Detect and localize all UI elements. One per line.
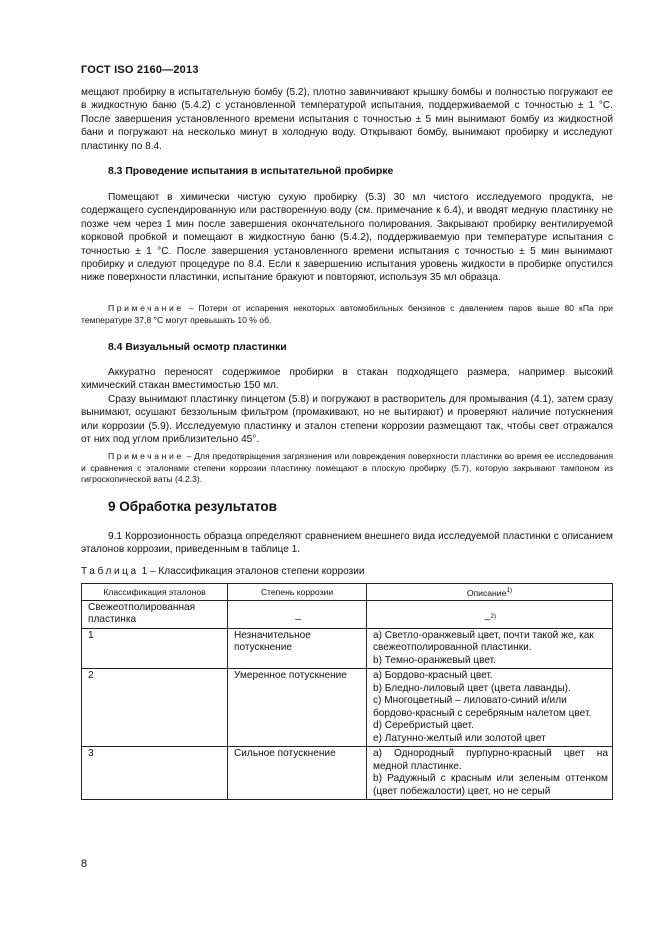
note-label: Примечание [108, 303, 184, 313]
header-classification: Классификация эталонов [82, 584, 228, 601]
section-8-4-paragraph-1: Аккуратно переносят содержимое пробирки в стакан подходящего размера, например высокий химический стакан вместимостью 150 мл. [81, 367, 613, 392]
section-8-3-paragraph: Помещают в химически чистую сухую пробирку (5.3) 30 мл чистого исследуемого продукта, не содержащего суспендированную или растворенную воду (см. примечание к 6.4), и вводят медную пластинку не позже чем через 1 мин после завершения окончательного полирования. Закрывают пробирку вентилируемой корковой пробкой и помещают в жидкостную баню (5.4.2), поддерживаемую при температуре испытания с точностью ± 1 °С. После завершения установленного времени испытания с точностью ± 5 мин вынимают пробирку и следуют процедуре по 8.4. Если к завершению испытания уровень жидкости в пробирке опустился ниже поверхности пластинки, испытание бракуют и повторяют, используя 35 мл образца. [81, 192, 613, 284]
table-row [82, 669, 613, 747]
table-row [82, 628, 613, 669]
table-row [82, 747, 613, 800]
document-header: ГОСТ ISO 2160—2013 [81, 64, 199, 76]
section-8-3-body [81, 191, 613, 285]
cell-description [367, 669, 613, 747]
note-text: – Для предотвращения загрязнения или повреждения поверхности пластинки во время ее исследования и сравнения с эталонами степени коррозии пластинку помещают в плоскую пробирку (5.7), которую закрывают тампоном из гигроскопической ваты (4.2.3). [81, 451, 613, 485]
description-line: d) Серебристый цвет. [373, 720, 474, 732]
description-line: b) Бледно-лиловый цвет (цвета лаванды). [373, 682, 571, 694]
section-8-3-note [81, 303, 613, 326]
description-line: a) Бордово-красный цвет. [373, 670, 493, 682]
note-8-4 [81, 451, 613, 486]
table-header-row [82, 584, 613, 601]
table-caption-text: 1 – Классификация эталонов степени коррозии [138, 566, 365, 577]
table-caption [81, 566, 365, 577]
cell-classification: 3 [82, 747, 228, 800]
header-description-text: Описание [466, 587, 507, 598]
description-line: a) Однородный пурпурно-красный цвет на медной пластинке. [373, 748, 608, 772]
section-9-paragraph: 9.1 Коррозионность образца определяют сравнением внешнего вида исследуемой пластинки с описанием эталонов коррозии, приведенным в таблице 1. [81, 531, 613, 556]
footnote-marker: 2) [490, 613, 497, 620]
description-line: a) Светло-оранжевый цвет, почти такой же, как свежеотполированной пластинки. [373, 629, 594, 654]
section-9-heading: 9 Обработка результатов [108, 499, 277, 514]
cell-degree: Сильное потускнение [228, 747, 367, 800]
description-line: b) Темно-оранжевый цвет. [373, 654, 496, 666]
table-row [82, 600, 613, 628]
section-9-body [81, 530, 613, 557]
header-degree: Степень коррозии [228, 584, 367, 601]
table-caption-label: Таблица [81, 566, 139, 577]
description-line: b) Радужный с красным или зеленым оттенком (цвет побежалости) цвет, но не серый [373, 773, 608, 797]
description-line: c) Многоцветный – лиловато-синий и/или бордово-красный с серебряным налетом цвет. [373, 695, 592, 719]
section-8-4-note [81, 451, 613, 486]
page-number: 8 [81, 858, 88, 870]
section-8-4-body [81, 366, 613, 446]
intro-paragraph-block [81, 86, 613, 153]
cell-degree: Незначительное потускнение [228, 628, 367, 669]
section-8-4-paragraph-2: Сразу вынимают пластинку пинцетом (5.8) и погружают в растворитель для промывания (4.1), затем сразу вынимают, осушают беззольным фильтром (промакивают, но не вытирают) и проверяют наличие потускнения или коррозии (5.9). Исследуемую пластинку и эталон степени коррозии размещают так, чтобы свет отражался от них под углом приблизительно 45°. [81, 393, 613, 446]
footnote-marker: 1) [506, 587, 513, 594]
cell-description [367, 628, 613, 669]
intro-paragraph: мещают пробирку в испытательную бомбу (5.2), плотно завинчивают крышку бомбы и полностью погружают ее в жидкостную баню (5.4.2) с установленной температурой испытания, поддерживаемой с точностью ± 1 °С. После завершения установленного времени испытания с точностью ± 5 мин вынимают бомбу из жидкостной бани и погружают на несколько минут в холодную воду. Открывают бомбу, вынимают пробирку и исследуют пластинку по 8.4. [81, 87, 613, 152]
cell-degree: Умеренное потускнение [228, 669, 367, 747]
cell-classification: 1 [82, 628, 228, 669]
header-description [367, 584, 613, 601]
cell-description [367, 600, 613, 628]
section-8-4-heading: 8.4 Визуальный осмотр пластинки [108, 342, 287, 353]
note-text: – Потери от испарения некоторых автомобильных бензинов с давлением паров выше 80 кПа при температуре 37,8 °С могут превышать 10 % об. [81, 303, 613, 325]
cell-classification: Свежеотполированная пластинка [82, 600, 228, 628]
section-8-3-heading: 8.3 Проведение испытания в испытательной пробирке [108, 166, 394, 177]
corrosion-classification-table [81, 583, 613, 800]
note-label: Примечание [108, 451, 184, 461]
cell-degree: – [228, 600, 367, 628]
note-8-3 [81, 303, 613, 326]
description-line: – [484, 614, 491, 626]
description-line: e) Латунно-желтый или золотой цвет [373, 732, 546, 744]
cell-classification: 2 [82, 669, 228, 747]
cell-description [367, 747, 613, 800]
